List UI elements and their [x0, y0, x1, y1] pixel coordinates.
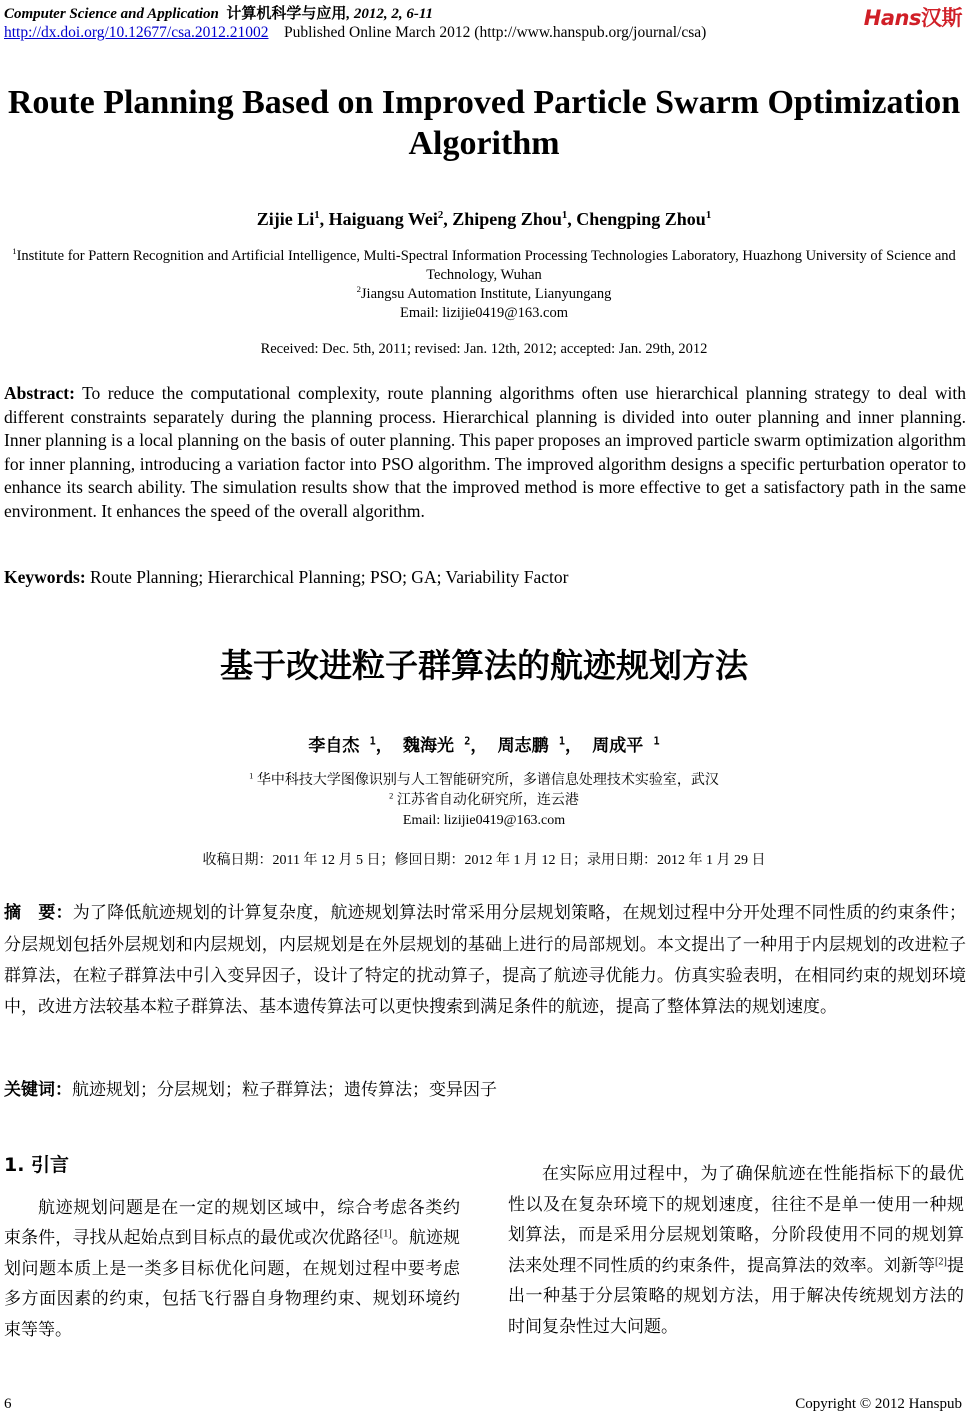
author-list: Zijie Li$^1$, Haiguang Wei$^2$, Zhipeng Zhou$^1$, Chengping Zhou$^1$: [256, 209, 712, 229]
published-info: Published Online March 2012 (http://www.hanspub.org/journal/csa): [284, 24, 707, 41]
paragraph: 航迹规划问题是在一定的规划区域中，综合考虑各类约束条件，寻找从起始点到目标点的最优或次优路径[1]。航迹规划问题本质上是一类多目标优化问题，在规划过程中要考虑多方面因素的约束，包括飞行器自身物理约束、规划环境约束等等。: [4, 1197, 461, 1339]
affiliation-cn-1: $^1$ 华中科技大学图像识别与人工智能研究所，多谱信息处理技术实验室，武汉: [249, 771, 719, 788]
copyright: Copyright © 2012 Hanspub: [795, 1396, 962, 1412]
doi-link[interactable]: http://dx.doi.org/10.12677/csa.2012.21002: [4, 24, 269, 41]
affiliation-2: $^2$Jiangsu Automation Institute, Lianyungang: [356, 284, 612, 302]
received-dates: Received: Dec. 5th, 2011; revised: Jan. 12th, 2012; accepted: Jan. 29th, 2012: [260, 341, 708, 357]
abstract: [4, 382, 966, 524]
author-name: Zijie Li: [256, 209, 315, 229]
page-number: 6: [4, 1396, 12, 1412]
keywords-label-cn: 关键词：: [4, 1080, 72, 1100]
journal-name-cn: 计算机科学与应用: [226, 6, 347, 22]
paper-title: Route Planning Based on Improved Particle Swarm Optimization Algorithm: [7, 84, 961, 162]
received-dates-cn: 收稿日期：2011 年 12 月 5 日；修回日期：2012 年 1 月 12 日；录用日期：2012 年 1 月 29 日: [202, 853, 766, 868]
paragraph: 在实际应用过程中，为了确保航迹在性能指标下的最优性以及在复杂环境下的规划速度，往往不是单一使用一种规划算法，而是采用分层规划策略，分阶段使用不同的规划算法来处理不同性质的约束条件，提高算法的效率。刘新等[2]提出一种基于分层策略的规划方法，用于解决传统规划方法的时间复杂性过大问题。: [508, 1164, 965, 1336]
citation: [1]: [379, 1228, 392, 1240]
author-name: Zhipeng Zhou: [452, 209, 562, 229]
contact-email: Email: lizijie0419@163.com: [400, 305, 568, 321]
body-column-left: [4, 1150, 460, 1345]
body-column-right: [508, 1159, 964, 1342]
doi-line: [4, 24, 706, 42]
affiliation-cn-2: $^2$ 江苏省自动化研究所，连云港: [389, 791, 579, 808]
journal-issue: 2012, 2, 6-11: [353, 6, 434, 22]
affiliations: [0, 247, 968, 323]
journal-name: Computer Science and Application: [4, 6, 219, 22]
section-heading: 1. 引言: [4, 1154, 70, 1176]
affiliation-1: $^1$Institute for Pattern Recognition and Artificial Intelligence, Multi-Spectral Information Processing Technologies Laboratory, Huazhong University of Science and Technology, Wuhan: [12, 246, 956, 283]
journal-header: [4, 2, 433, 23]
keywords-text-cn: 航迹规划；分层规划；粒子群算法；遗传算法；变异因子: [72, 1080, 497, 1099]
affiliations-cn: [0, 771, 968, 831]
journal-issue-sep: ,: [346, 6, 354, 22]
abstract-cn: [4, 897, 966, 1022]
keywords-label: Keywords:: [4, 567, 86, 587]
author-name: Chengping Zhou: [576, 209, 706, 229]
abstract-text-cn: 为了降低航迹规划的计算复杂度，航迹规划算法时常采用分层规划策略，在规划过程中分开处理不同性质的约束条件；分层规划包括外层规划和内层规划，内层规划是在外层规划的基础上进行的局部规划。本文提出了一种用于内层规划的改进粒子群算法，在粒子群算法中引入变异因子，设计了特定的扰动算子，提高了航迹寻优能力。仿真实验表明，在相同约束的规划环境中，改进方法较基本粒子群算法、基本遗传算法可以更快搜索到满足条件的航迹，提高了整体算法的规划速度。: [4, 903, 967, 1016]
abstract-label: Abstract:: [4, 383, 75, 403]
paper-title-cn: 基于改进粒子群算法的航迹规划方法: [220, 646, 748, 685]
author-list-cn: 李自杰 $^1$， 魏海光 $^2$， 周志鹏 $^1$， 周成平 $^1$: [308, 736, 660, 756]
hans-logo: Hans汉斯: [863, 6, 962, 30]
author-name: Haiguang Wei: [328, 209, 438, 229]
keywords-cn: [4, 1075, 497, 1100]
contact-email-cn: Email: lizijie0419@163.com: [402, 813, 566, 828]
abstract-label-cn: 摘 要：: [4, 903, 73, 923]
abstract-text: To reduce the computational complexity, route planning algorithms often use hierarchical planning strategy to deal with different constraints separately during the planning process. Hierarchical planning is divided into outer planning and inner planning. Inner planning is a local planning on the basis of outer planning. This paper proposes an improved particle swarm optimization algorithm for inner planning, introducing a variation factor into PSO algorithm. The improved algorithm designs a specific perturbation operator to enhance its search ability. The simulation results show that the improved method is more effective to get a satisfactory path in the same environment. It enhances the speed of the overall algorithm.: [4, 383, 967, 521]
citation: [2]: [935, 1255, 947, 1267]
keywords-text: Route Planning; Hierarchical Planning; PSO; GA; Variability Factor: [90, 567, 569, 587]
keywords: [4, 567, 568, 588]
